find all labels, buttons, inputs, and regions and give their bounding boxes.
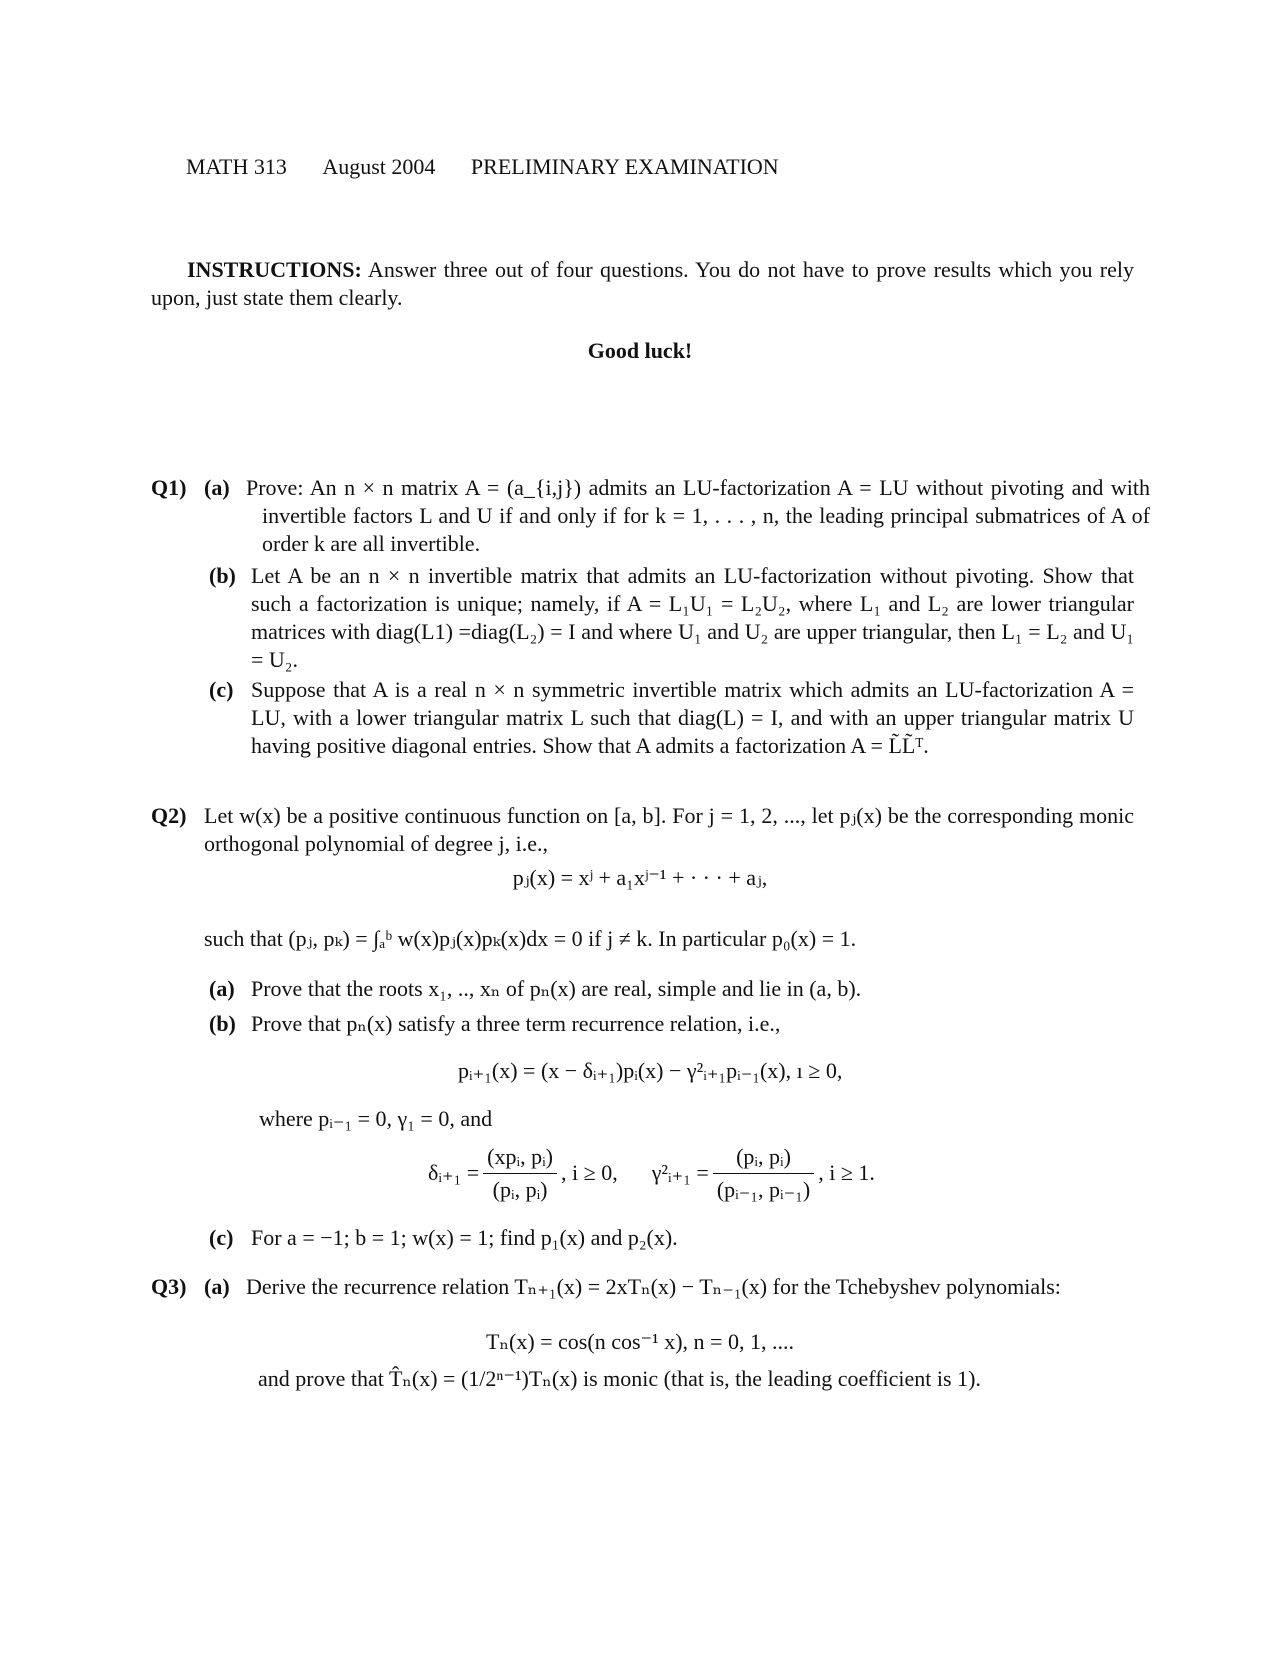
q2-intro: Let w(x) be a positive continuous function on [a, b]. For j = 1, 2, ..., let pⱼ(x) be the corresponding monic orthogonal polynomial of degree j, i.e., bbox=[204, 803, 1134, 856]
q1-a-label: (a) bbox=[204, 475, 230, 500]
q2-b-label: (b) bbox=[209, 1011, 236, 1036]
q3-a-label: (a) bbox=[204, 1274, 230, 1299]
exam-header bbox=[186, 153, 779, 181]
gamma-condition: , i ≥ 1. bbox=[818, 1160, 875, 1185]
question-1 bbox=[151, 474, 1150, 774]
instructions-label: INSTRUCTIONS: bbox=[187, 257, 362, 282]
q3-a-text: Derive the recurrence relation Tₙ₊₁(x) = 2xTₙ(x) − Tₙ₋₁(x) for the Tchebyshev polynomials: bbox=[246, 1274, 1061, 1299]
delta-denominator: (pᵢ, pᵢ) bbox=[492, 1176, 548, 1202]
course-code: MATH 313 bbox=[186, 154, 287, 179]
instructions bbox=[151, 256, 1134, 312]
q3-chebyshev-equation: Tₙ(x) = cos(n cos⁻¹ x), n = 0, 1, .... bbox=[486, 1329, 794, 1354]
delta-numerator: (xpᵢ, pᵢ) bbox=[483, 1143, 557, 1174]
gamma-numerator: (pᵢ, pᵢ) bbox=[713, 1143, 814, 1174]
q2-a-text: Prove that the roots x₁, .., xₙ of pₙ(x) are real, simple and lie in (a, b). bbox=[251, 976, 862, 1001]
q3-label: Q3) bbox=[151, 1274, 187, 1299]
q2-c-label: (c) bbox=[209, 1225, 234, 1250]
exam-date: August 2004 bbox=[322, 154, 436, 179]
exam-title: PRELIMINARY EXAMINATION bbox=[470, 154, 779, 179]
q2-where-line: where pᵢ₋₁ = 0, γ₁ = 0, and bbox=[259, 1106, 493, 1131]
q2-equation-monic: pⱼ(x) = xʲ + a₁xʲ⁻¹ + · · · + aⱼ, bbox=[512, 865, 768, 890]
delta-condition: , i ≥ 0, bbox=[561, 1160, 618, 1185]
delta-fraction bbox=[483, 1143, 557, 1204]
q2-c-text: For a = −1; b = 1; w(x) = 1; find p₁(x) and p₂(x). bbox=[251, 1225, 678, 1250]
q2-recurrence-equation: pᵢ₊₁(x) = (x − δᵢ₊₁)pᵢ(x) − γ²ᵢ₊₁pᵢ₋₁(x), ı ≥ 0, bbox=[458, 1058, 843, 1083]
q1-a-text: Prove: An n × n matrix A = (a_{i,j}) admits an LU-factorization A = LU without pivoting and with invertible factors L and U if and only if for k = 1, . . . , n, the leading principal submatrices of A of order k are all invertible. bbox=[246, 475, 1150, 556]
good-luck: Good luck! bbox=[587, 338, 693, 363]
instructions-text: Answer three out of four questions. You do not have to prove results which you rely upon, just state them clearly. bbox=[151, 257, 1134, 310]
q2-a-label: (a) bbox=[209, 976, 235, 1001]
q2-b-text: Prove that pₙ(x) satisfy a three term recurrence relation, i.e., bbox=[251, 1011, 781, 1036]
q2-label: Q2) bbox=[151, 803, 187, 828]
q1-c-text: Suppose that A is a real n × n symmetric invertible matrix which admits an LU-factorization A = LU, with a lower triangular matrix L such that diag(L) = I, and with an upper triangular matrix U having positive diagonal entries. Show that A admits a factorization A = L̃L̃ᵀ. bbox=[251, 677, 1134, 758]
q1-b-text: Let A be an n × n invertible matrix that admits an LU-factorization without pivoting. Show that such a factorization is unique; namely, if A = L₁U₁ = L₂U₂, where L₁ and L₂ are lower triangular matrices with diag(L1) =diag(L₂) = I and where U₁ and U₂ are upper triangular, then L₁ = L₂ and U₁ = U₂. bbox=[251, 563, 1134, 672]
q2-inner-product: such that (pⱼ, pₖ) = ∫ₐᵇ w(x)pⱼ(x)pₖ(x)dx = 0 if j ≠ k. In particular p₀(x) = 1. bbox=[204, 926, 857, 951]
gamma-fraction bbox=[713, 1143, 814, 1204]
q1-b-label: (b) bbox=[209, 563, 236, 588]
q2-coefficients bbox=[428, 1138, 875, 1208]
gamma-denominator: (pᵢ₋₁, pᵢ₋₁) bbox=[716, 1176, 811, 1202]
delta-lhs: δᵢ₊₁ = bbox=[428, 1160, 480, 1185]
gamma-lhs: γ²ᵢ₊₁ = bbox=[651, 1160, 709, 1185]
q3-a-text-continued: and prove that T̂ₙ(x) = (1/2ⁿ⁻¹)Tₙ(x) is monic (that is, the leading coefficient is 1). bbox=[258, 1366, 981, 1391]
q1-c-label: (c) bbox=[209, 677, 234, 702]
q1-label: Q1) bbox=[151, 475, 187, 500]
